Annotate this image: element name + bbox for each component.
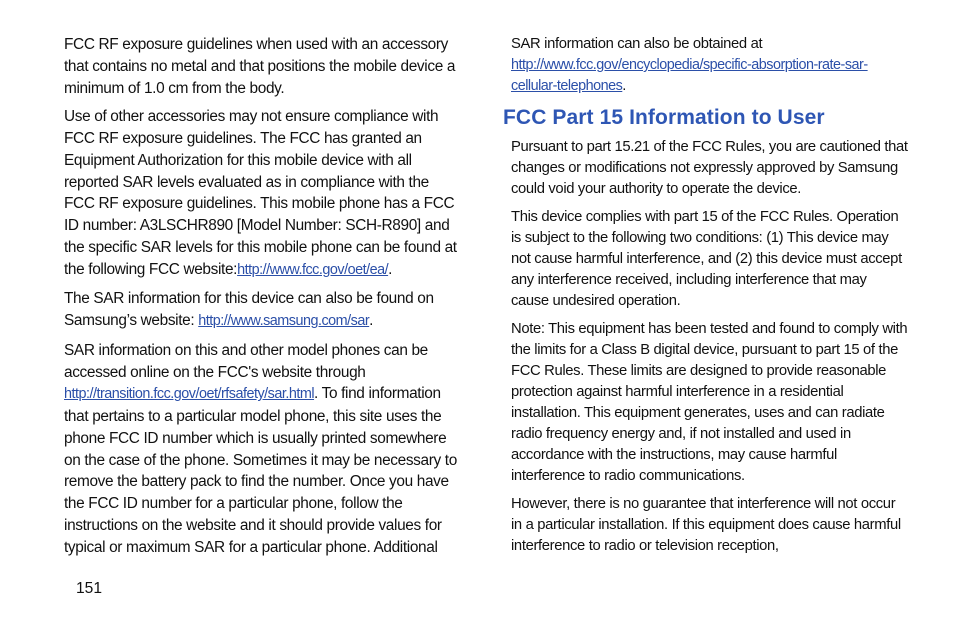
- fcc-ea-link[interactable]: http://www.fcc.gov/oet/ea/: [237, 261, 389, 278]
- paragraph-text: .: [388, 260, 393, 278]
- paragraph-sar-obtained: [503, 34, 908, 97]
- paragraph-text: .: [369, 312, 374, 329]
- paragraph-text: The SAR information for this device can also be found on Samsung’s website:: [64, 290, 434, 329]
- paragraph-class-b-note: Note: This equipment has been tested and found to comply with the limits for a Class B digital device, pursuant to part 15 of the FCC Rules. These limits are designed to provide reasonable protection against harmful interference in a residential installation. This equipment generates, uses and can radiate radio frequency energy and, if not installed and used in accordance with the instructions, may cause harmful interference to radio communications.: [511, 321, 908, 484]
- paragraph-accessory-guidelines: FCC RF exposure guidelines when used with an accessory that contains no metal and that positions the mobile device a minimum of 1.0 cm from the body.: [64, 36, 456, 97]
- paragraph-text: SAR information on this and other model phones can be accessed online on the FCC's website through: [64, 341, 428, 381]
- fcc-encyclopedia-link[interactable]: http://www.fcc.gov/encyclopedia/specific-absorption-rate-sar-cellular-telephones: [511, 57, 868, 94]
- paragraph-text: . To find information that pertains to a particular model phone, this site uses the phone FCC ID number which is usually printed somewhere on the case of the phone. Sometimes it may be necessary to remove the battery pack to find the number. Once you have the FCC ID number for a particular phone, follow the instructions on the website and it should provide values for typical or maximum SAR for a particular phone. Additional: [64, 385, 457, 556]
- paragraph-no-guarantee: However, there is no guarantee that interference will not occur in a particular installation. If this equipment does cause harmful interference to radio or television reception,: [511, 496, 901, 554]
- paragraph-part-15-compliance: This device complies with part 15 of the FCC Rules. Operation is subject to the following two conditions: (1) This device may not cause harmful interference, and (2) this device must accept any interference received, including interference that may cause undesired operation.: [511, 209, 902, 309]
- fcc-rfsafety-link[interactable]: http://transition.fcc.gov/oet/rfsafety/sar.html: [64, 386, 315, 403]
- paragraph-equipment-authorization: [64, 106, 462, 281]
- paragraph-text: Use of other accessories may not ensure compliance with FCC RF exposure guidelines. The FCC has granted an Equipment Authorization for this mobile device with all reported SAR levels evaluated as in compliance with the FCC RF exposure guidelines. This mobile phone has a FCC ID number: A3LSCHR890 [Model Number: SCH-R890] and the specific SAR levels for this mobile phone can be found at the following FCC website:: [64, 108, 457, 278]
- section-heading: FCC Part 15 Information to User: [503, 106, 825, 129]
- page-number: 151: [76, 580, 103, 597]
- paragraph-part-15-21: Pursuant to part 15.21 of the FCC Rules, you are cautioned that changes or modifications not expressly approved by Samsung could void your authority to operate the device.: [511, 139, 908, 197]
- paragraph-fcc-website: [64, 340, 462, 559]
- right-column: [503, 34, 908, 564]
- paragraph-text: SAR information can also be obtained at: [511, 36, 763, 52]
- paragraph-samsung-sar: [64, 288, 462, 333]
- left-column: [64, 34, 462, 565]
- paragraph-text: .: [622, 78, 627, 94]
- samsung-sar-link[interactable]: http://www.samsung.com/sar: [198, 313, 370, 329]
